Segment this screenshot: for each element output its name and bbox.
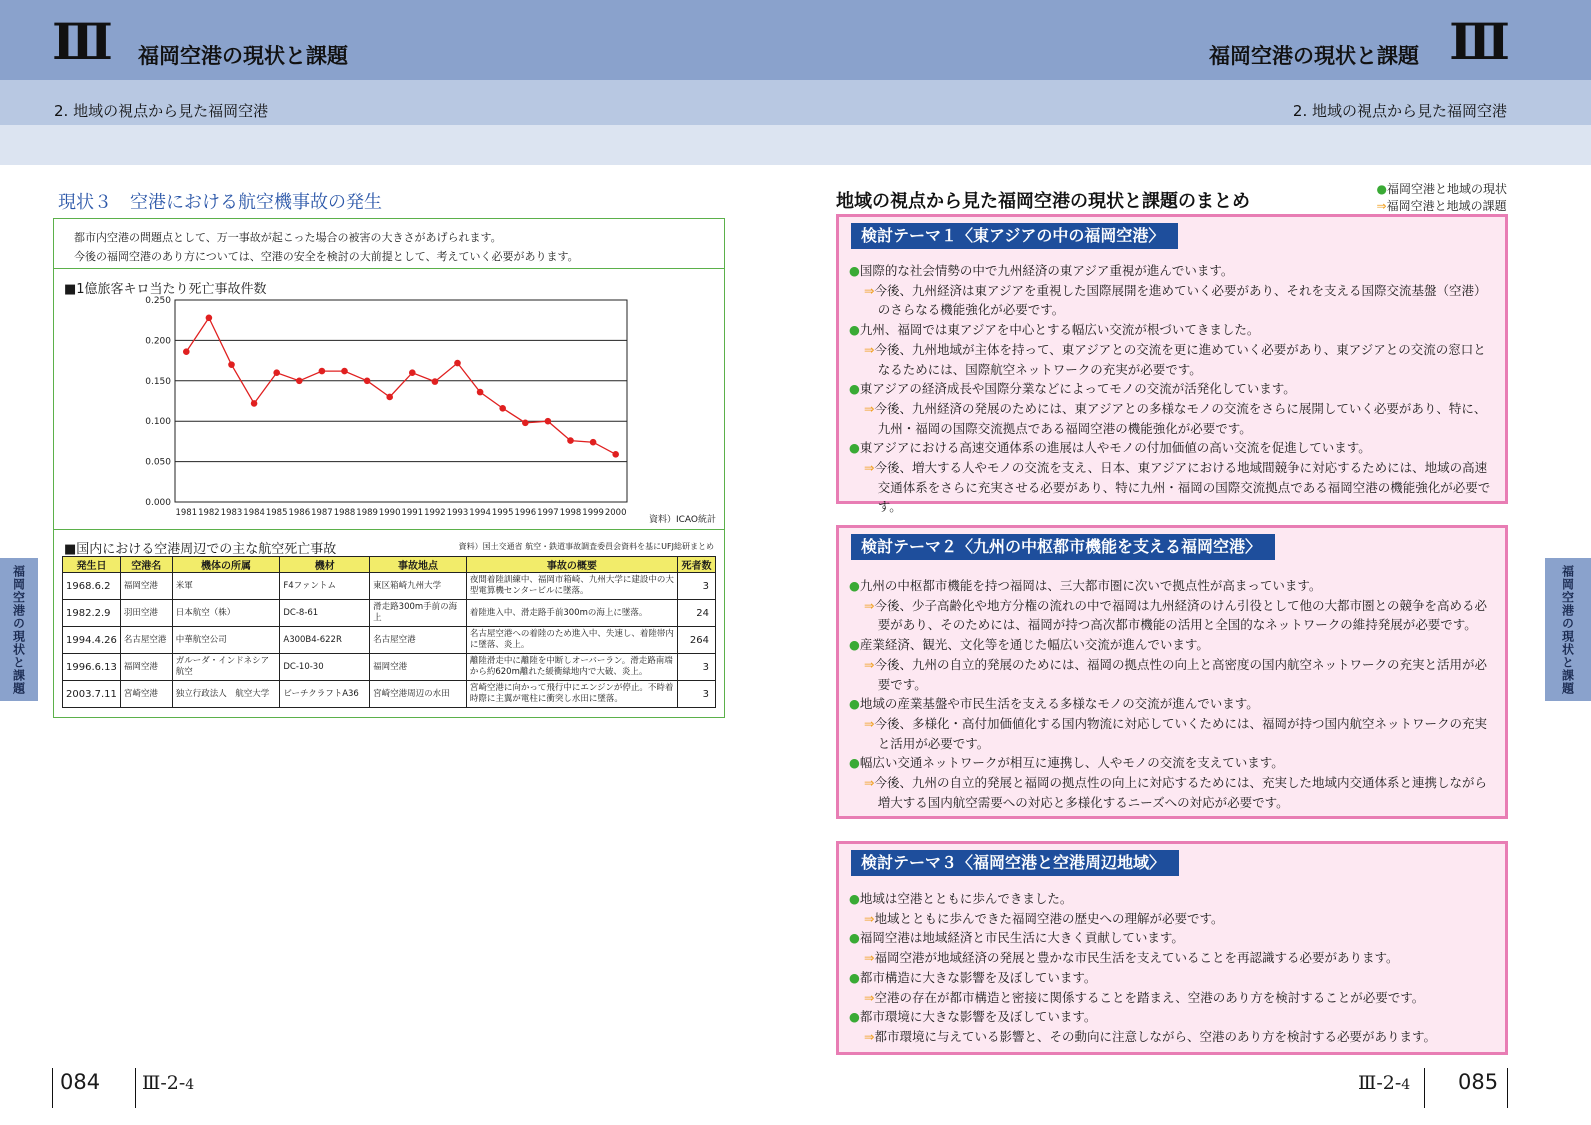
green-dot-icon: ● bbox=[1376, 182, 1387, 196]
item-text: 今後、九州の自立的発展と福岡の拠点性の向上に対応するためには、充実した地域内交通体系と連携しながら増大する国内航空需要への対応と多様化するニーズへの対応が必要です。 bbox=[874, 775, 1487, 810]
legend-issue bbox=[1377, 198, 1508, 215]
current-status-item bbox=[849, 889, 1491, 909]
issue-item bbox=[864, 988, 1491, 1008]
data-point bbox=[273, 369, 280, 376]
arrow-icon: ⇒ bbox=[864, 715, 875, 731]
data-point bbox=[206, 314, 213, 321]
divider bbox=[54, 529, 724, 530]
cell-aircraft: F4ファントム bbox=[280, 573, 370, 600]
x-tick-label: 1998 bbox=[559, 508, 582, 518]
status-heading: 現状３ 空港における航空機事故の発生 bbox=[58, 192, 382, 213]
table-row bbox=[63, 627, 716, 654]
cell-deaths: 3 bbox=[678, 681, 716, 708]
chapter-numeral-right: Ⅲ bbox=[1449, 12, 1507, 71]
summary-heading: 地域の視点から見た福岡空港の現状と課題のまとめ bbox=[836, 191, 1250, 212]
chapter-title-left: 福岡空港の現状と課題 bbox=[138, 44, 348, 68]
data-point bbox=[319, 368, 326, 375]
legend bbox=[1377, 181, 1508, 215]
issue-item bbox=[864, 281, 1491, 320]
item-text: 地域は空港とともに歩んできました。 bbox=[859, 891, 1073, 906]
arrow-icon: ⇒ bbox=[864, 597, 875, 613]
item-text: 福岡空港が地域経済の発展と豊かな市民生活を支えていることを再認識する必要があります。 bbox=[874, 950, 1399, 966]
data-point bbox=[590, 439, 597, 446]
green-dot-icon: ● bbox=[849, 969, 860, 985]
cell-summary: 着陸進入中、滑走路手前300mの海上に墜落。 bbox=[466, 600, 677, 627]
data-point bbox=[296, 378, 303, 385]
arrow-icon: ⇒ bbox=[864, 282, 875, 298]
x-tick-label: 1995 bbox=[491, 508, 514, 518]
cell-summary: 名古屋空港への着陸のため進入中、失速し、着陸帯内に墜落、炎上。 bbox=[466, 627, 677, 654]
page-number-left: 084 bbox=[60, 1070, 101, 1094]
green-dot-icon: ● bbox=[849, 696, 860, 712]
page-code-sub: 4 bbox=[1401, 1077, 1411, 1093]
cell-date: 1968.6.2 bbox=[63, 573, 121, 600]
arrow-icon: ⇒ bbox=[864, 1028, 875, 1044]
data-point bbox=[364, 378, 371, 385]
table-header: 事故地点 bbox=[370, 557, 467, 573]
item-text: 都市構造に大きな影響を及ぼしています。 bbox=[859, 969, 1097, 985]
item-text: 今後、九州経済の発展のためには、東アジアとの多様なモノの交流をさらに展開していく必要があり、特に、九州・福岡の国際交流拠点である福岡空港の機能強化が必要です。 bbox=[874, 400, 1487, 436]
data-point bbox=[567, 437, 574, 444]
x-tick-label: 1992 bbox=[424, 508, 446, 518]
item-text: 都市環境に大きな影響を及ぼしています。 bbox=[859, 1009, 1097, 1025]
cell-deaths: 3 bbox=[678, 654, 716, 681]
green-dot-icon: ● bbox=[849, 578, 860, 593]
cell-aircraft: ビーチクラフトA36 bbox=[280, 681, 370, 708]
intro-line: 都市内空港の問題点として、万一事故が起こった場合の被害の大きさがあげられます。 bbox=[74, 231, 502, 244]
x-tick-label: 1994 bbox=[469, 508, 491, 518]
cell-location: 宮崎空港周辺の水田 bbox=[370, 681, 467, 708]
x-tick-label: 1990 bbox=[378, 508, 401, 518]
issue-item bbox=[864, 340, 1491, 379]
issue-item bbox=[864, 948, 1491, 968]
table-header: 死者数 bbox=[678, 557, 716, 573]
page-code-sub: 4 bbox=[185, 1077, 195, 1093]
item-text: 福岡空港は地域経済と市民生活に大きく貢献しています。 bbox=[859, 930, 1184, 946]
cell-airport: 羽田空港 bbox=[120, 600, 172, 627]
green-dot-icon: ● bbox=[849, 381, 860, 397]
arrow-icon: ⇒ bbox=[864, 775, 875, 791]
y-tick-label: 0.050 bbox=[145, 457, 171, 468]
fatal-accident-rate-chart bbox=[54, 291, 724, 526]
intro-text bbox=[54, 219, 724, 269]
current-status-item bbox=[849, 320, 1491, 340]
cell-summary: 夜間着陸訓練中、福岡市箱崎、九州大学に建設中の大型電算機センタービルに墜落。 bbox=[466, 573, 677, 600]
arrow-icon: ⇒ bbox=[864, 989, 875, 1005]
section-title-right: 2. 地域の視点から見た福岡空港 bbox=[1292, 102, 1507, 120]
x-tick-label: 1984 bbox=[243, 508, 265, 518]
cell-summary: 宮崎空港に向かって飛行中にエンジンが停止。不時着時際に主翼が電柱に衝突し水田に墜落。 bbox=[466, 681, 677, 708]
data-point bbox=[341, 368, 348, 375]
current-status-item bbox=[849, 635, 1491, 655]
current-status-item bbox=[849, 694, 1491, 714]
cell-airport: 名古屋空港 bbox=[120, 627, 172, 654]
y-tick-label: 0.200 bbox=[145, 336, 171, 347]
green-dot-icon: ● bbox=[849, 891, 860, 906]
cell-location: 滑走路300m手前の海上 bbox=[370, 600, 467, 627]
page-code-right bbox=[1358, 1072, 1410, 1094]
green-dot-icon: ● bbox=[849, 930, 860, 946]
green-dot-icon: ● bbox=[849, 1009, 860, 1025]
cell-aircraft: DC-10-30 bbox=[280, 654, 370, 681]
current-status-item bbox=[849, 968, 1491, 988]
theme-items bbox=[849, 576, 1491, 812]
data-point bbox=[228, 361, 235, 368]
cell-location: 名古屋空港 bbox=[370, 627, 467, 654]
theme-title: 検討テーマ２〈九州の中枢都市機能を支える福岡空港〉 bbox=[851, 534, 1275, 560]
side-tab-left: 福岡空港の現状と課題 bbox=[0, 558, 38, 701]
table-header: 機材 bbox=[280, 557, 370, 573]
cell-date: 1982.2.9 bbox=[63, 600, 121, 627]
green-dot-icon: ● bbox=[849, 755, 860, 771]
issue-item bbox=[864, 714, 1491, 753]
table-row bbox=[63, 573, 716, 600]
x-tick-label: 1996 bbox=[514, 508, 537, 518]
item-text: 空港の存在が都市構造と密接に関係することを踏まえ、空港のあり方を検討することが必要です。 bbox=[874, 989, 1425, 1005]
arrow-icon: ⇒ bbox=[864, 950, 875, 966]
cell-owner: 日本航空（株） bbox=[172, 600, 280, 627]
arrow-icon: ⇒ bbox=[864, 910, 875, 926]
data-point bbox=[251, 400, 258, 407]
issue-item bbox=[864, 1027, 1491, 1047]
arrow-icon: ⇒ bbox=[1376, 199, 1387, 213]
theme-items bbox=[849, 889, 1491, 1047]
table-source: 資料）国土交通省 航空・鉄道事故調査委員会資料を基にUFJ総研まとめ bbox=[458, 542, 714, 551]
x-tick-label: 1987 bbox=[311, 508, 333, 518]
item-text: 今後、増大する人やモノの交流を支え、日本、東アジアにおける地域間競争に対応するためには、地域の高速交通体系をさらに充実させる必要があり、特に九州・福岡の国際交流拠点である福岡空港の機能強化が必要です。 bbox=[874, 460, 1491, 515]
current-status-item bbox=[849, 576, 1491, 596]
x-tick-label: 1985 bbox=[265, 508, 288, 518]
cell-deaths: 24 bbox=[678, 600, 716, 627]
x-tick-label: 2000 bbox=[604, 508, 627, 518]
cell-aircraft: A300B4-622R bbox=[280, 627, 370, 654]
cell-deaths: 3 bbox=[678, 573, 716, 600]
item-text: 今後、九州の自立的発展のためには、福岡の拠点性の向上と高密度の国内航空ネットワークの充実と活用が必要です。 bbox=[874, 656, 1487, 692]
legend-current-label: 福岡空港と地域の現状 bbox=[1386, 182, 1507, 196]
x-tick-label: 1997 bbox=[537, 508, 559, 518]
issue-item bbox=[864, 596, 1491, 635]
y-tick-label: 0.250 bbox=[145, 296, 171, 306]
x-tick-label: 1988 bbox=[333, 508, 356, 518]
cell-owner: 中華航空公司 bbox=[172, 627, 280, 654]
x-tick-label: 1989 bbox=[356, 508, 378, 518]
cell-date: 1994.4.26 bbox=[63, 627, 121, 654]
data-point bbox=[522, 420, 529, 427]
issue-item bbox=[864, 909, 1491, 929]
arrow-icon: ⇒ bbox=[864, 400, 875, 416]
cell-airport: 宮崎空港 bbox=[120, 681, 172, 708]
table-header: 事故の概要 bbox=[466, 557, 677, 573]
issue-item bbox=[864, 655, 1491, 694]
legend-issue-label: 福岡空港と地域の課題 bbox=[1386, 199, 1507, 213]
cell-owner: ガルーダ・インドネシア航空 bbox=[172, 654, 280, 681]
current-status-item bbox=[849, 438, 1491, 458]
item-text: 産業経済、観光、文化等を通じた幅広い交流が進んでいます。 bbox=[859, 637, 1209, 653]
intro-line: 今後の福岡空港のあり方については、空港の安全を検討の大前提として、考えていく必要があります。 bbox=[74, 250, 579, 263]
item-text: 東アジアの経済成長や国際分業などによってモノの交流が活発化しています。 bbox=[859, 381, 1296, 397]
side-tab-right: 福岡空港の現状と課題 bbox=[1545, 558, 1591, 701]
page-number-right: 085 bbox=[1458, 1070, 1499, 1094]
cell-location: 福岡空港 bbox=[370, 654, 467, 681]
theme-box-1 bbox=[836, 214, 1508, 515]
x-tick-label: 1993 bbox=[446, 508, 469, 518]
x-tick-label: 1991 bbox=[401, 508, 424, 518]
arrow-icon: ⇒ bbox=[864, 460, 875, 476]
chart-title: ■1億旅客キロ当たり死亡事故件数 bbox=[64, 282, 267, 297]
chart-source: 資料）ICAO統計 bbox=[648, 515, 716, 525]
issue-item bbox=[864, 399, 1491, 438]
theme-items bbox=[849, 261, 1491, 517]
accident-table bbox=[62, 556, 716, 708]
item-text: 九州の中枢都市機能を持つ福岡は、三大都市圏に次いで拠点性が高まっています。 bbox=[859, 578, 1322, 593]
plot-area bbox=[175, 300, 627, 502]
x-tick-label: 1999 bbox=[582, 508, 604, 518]
cell-aircraft: DC-8-61 bbox=[280, 600, 370, 627]
data-point bbox=[612, 451, 619, 458]
item-text: 今後、少子高齢化や地方分権の流れの中で福岡は九州経済のけん引役として他の大都市圏との競争を高める必要があり、そのためには、福岡が持つ高次都市機能の活用と全国的なネットワークの維持発展が必要です。 bbox=[874, 597, 1487, 633]
footer-rule bbox=[1424, 1068, 1425, 1108]
footer-rule bbox=[135, 1068, 136, 1108]
table-row bbox=[63, 681, 716, 708]
item-text: 九州、福岡では東アジアを中心とする幅広い交流が根づいてきました。 bbox=[859, 322, 1260, 338]
x-tick-label: 1981 bbox=[175, 508, 198, 518]
cell-summary: 離陸滑走中に離陸を中断しオーバーラン。滑走路南端から約620m離れた緩衝緑地内で大破、炎上。 bbox=[466, 654, 677, 681]
data-point bbox=[409, 369, 416, 376]
data-point bbox=[432, 378, 439, 385]
table-header: 機体の所属 bbox=[172, 557, 280, 573]
data-point bbox=[386, 394, 393, 401]
item-text: 国際的な社会情勢の中で九州経済の東アジア重視が進んでいます。 bbox=[859, 263, 1234, 278]
footer-rule bbox=[1507, 1068, 1508, 1108]
x-tick-label: 1986 bbox=[288, 508, 311, 518]
theme-box-3 bbox=[836, 841, 1508, 1055]
green-dot-icon: ● bbox=[849, 637, 860, 653]
cell-owner: 米軍 bbox=[172, 573, 280, 600]
green-dot-icon: ● bbox=[849, 440, 860, 456]
chapter-title-right: 福岡空港の現状と課題 bbox=[1209, 44, 1419, 68]
status-panel bbox=[53, 218, 725, 718]
page-code-left bbox=[142, 1072, 194, 1094]
issue-item bbox=[864, 458, 1491, 517]
green-dot-icon: ● bbox=[849, 322, 860, 338]
data-point bbox=[477, 389, 484, 396]
section-title-left: 2. 地域の視点から見た福岡空港 bbox=[54, 102, 269, 120]
current-status-item bbox=[849, 1007, 1491, 1027]
table-row bbox=[63, 654, 716, 681]
legend-current bbox=[1377, 181, 1508, 198]
y-tick-label: 0.150 bbox=[145, 376, 171, 387]
current-status-item bbox=[849, 928, 1491, 948]
item-text: 今後、九州経済は東アジアを重視した国際展開を進めていく必要があり、それを支える国際交流基盤（空港）のさらなる機能強化が必要です。 bbox=[874, 282, 1487, 318]
issue-item bbox=[864, 773, 1491, 812]
theme-box-2 bbox=[836, 525, 1508, 819]
table-header: 空港名 bbox=[120, 557, 172, 573]
table-header: 発生日 bbox=[63, 557, 121, 573]
sub-header-band bbox=[0, 125, 1591, 165]
cell-airport: 福岡空港 bbox=[120, 654, 172, 681]
arrow-icon: ⇒ bbox=[864, 341, 875, 357]
footer-rule bbox=[52, 1068, 53, 1108]
data-point bbox=[454, 360, 461, 367]
page-code-main: Ⅲ-2- bbox=[1358, 1072, 1402, 1094]
current-status-item bbox=[849, 753, 1491, 773]
data-point bbox=[183, 348, 190, 355]
y-tick-label: 0.100 bbox=[145, 417, 171, 428]
data-point bbox=[499, 405, 506, 412]
cell-airport: 福岡空港 bbox=[120, 573, 172, 600]
cell-owner: 独立行政法人 航空大学 bbox=[172, 681, 280, 708]
cell-deaths: 264 bbox=[678, 627, 716, 654]
theme-title: 検討テーマ１〈東アジアの中の福岡空港〉 bbox=[851, 223, 1178, 249]
item-text: 今後、多様化・高付加価値化する国内物流に対応していくためには、福岡が持つ国内航空ネットワークの充実と活用が必要です。 bbox=[874, 715, 1487, 751]
theme-title: 検討テーマ３〈福岡空港と空港周辺地域〉 bbox=[851, 850, 1179, 876]
table-header-row bbox=[63, 557, 716, 573]
cell-date: 2003.7.11 bbox=[63, 681, 121, 708]
cell-location: 東区箱崎九州大学 bbox=[370, 573, 467, 600]
arrow-icon: ⇒ bbox=[864, 656, 875, 672]
current-status-item bbox=[849, 261, 1491, 281]
item-text: 都市環境に与えている影響と、その動向に注意しながら、空港のあり方を検討する必要があります。 bbox=[874, 1028, 1436, 1044]
item-text: 地域とともに歩んできた福岡空港の歴史への理解が必要です。 bbox=[874, 910, 1224, 926]
green-dot-icon: ● bbox=[849, 263, 860, 278]
chapter-numeral-left: Ⅲ bbox=[52, 12, 110, 71]
x-tick-label: 1982 bbox=[198, 508, 220, 518]
current-status-item bbox=[849, 379, 1491, 399]
table-title: ■国内における空港周辺での主な航空死亡事故 bbox=[64, 542, 337, 557]
table-row bbox=[63, 600, 716, 627]
item-text: 地域の産業基盤や市民生活を支える多様なモノの交流が進んでいます。 bbox=[859, 696, 1259, 712]
item-text: 今後、九州地域が主体を持って、東アジアとの交流を更に進めていく必要があり、東アジアとの交流の窓口となるためには、国際航空ネットワークの充実が必要です。 bbox=[874, 341, 1486, 377]
y-tick-label: 0.000 bbox=[145, 498, 171, 508]
data-point bbox=[545, 418, 552, 425]
x-tick-label: 1983 bbox=[220, 508, 243, 518]
item-text: 幅広い交通ネットワークが相互に連携し、人やモノの交流を支えています。 bbox=[859, 755, 1284, 771]
item-text: 東アジアにおける高速交通体系の進展は人やモノの付加価値の高い交流を促進しています。 bbox=[859, 440, 1371, 456]
page-code-main: Ⅲ-2- bbox=[142, 1072, 186, 1094]
cell-date: 1996.6.13 bbox=[63, 654, 121, 681]
